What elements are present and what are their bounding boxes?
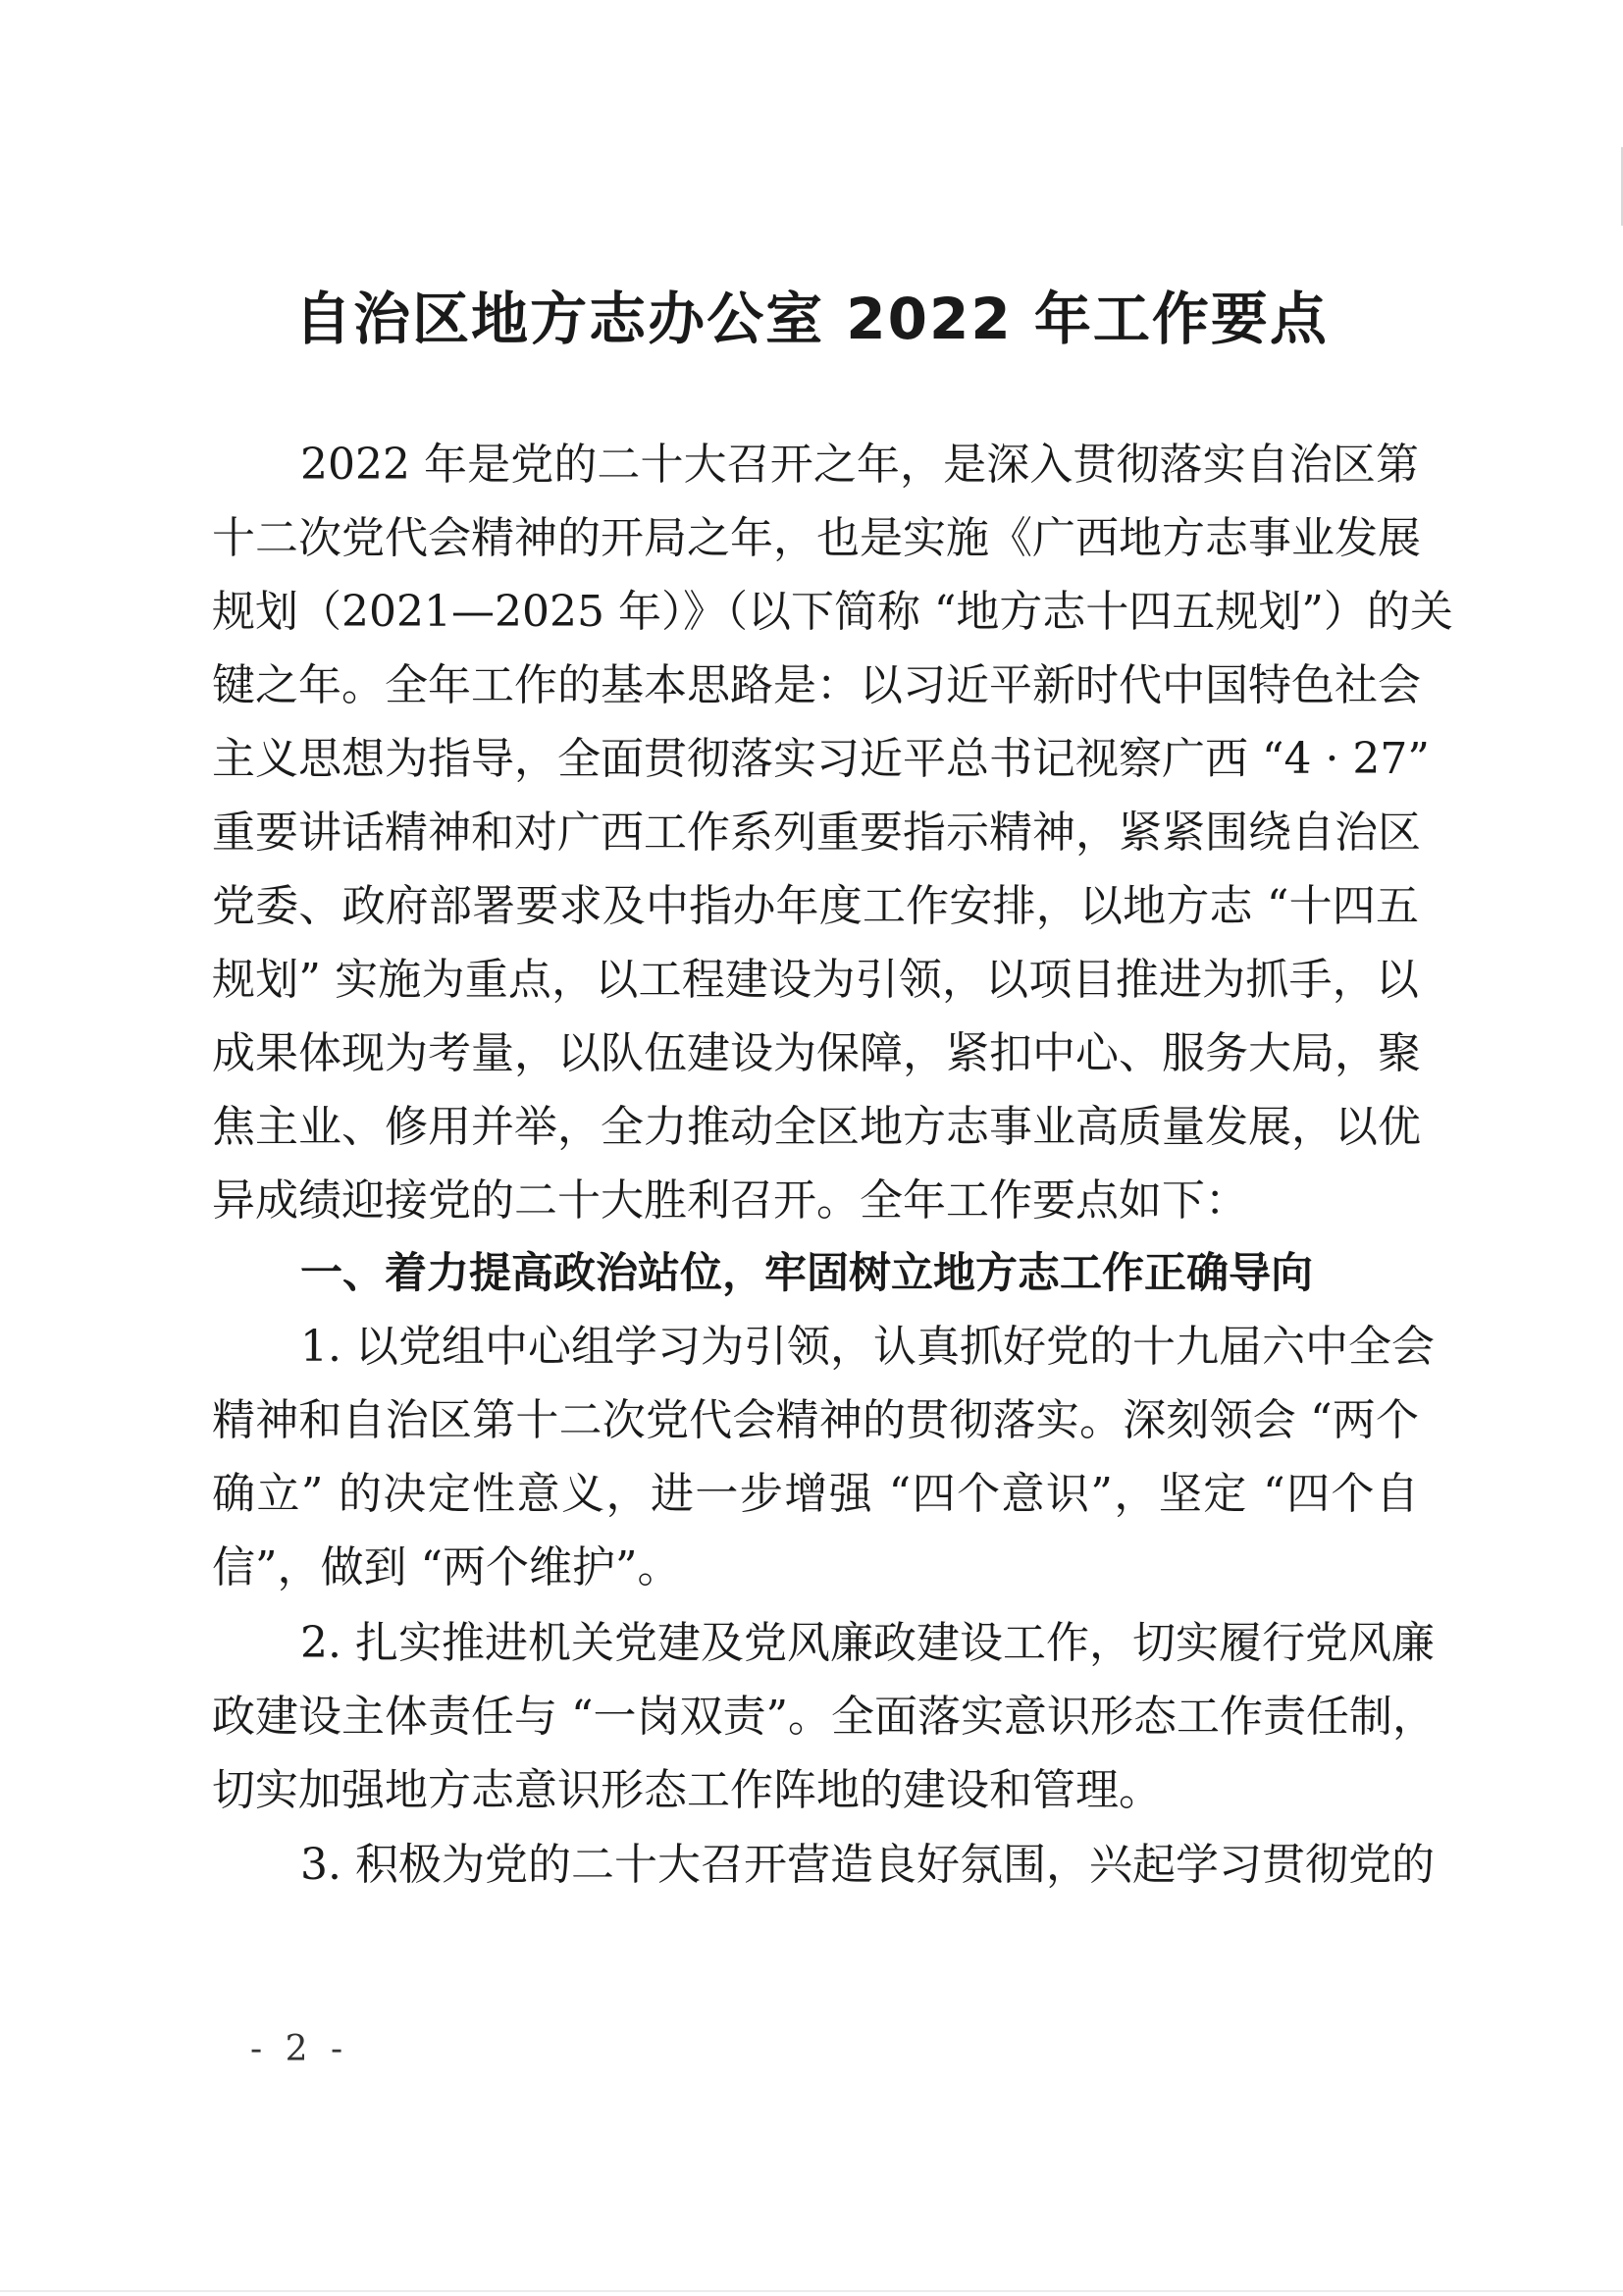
item-2-line: 2. 扎实推进机关党建及党风廉政建设工作，切实履行党风廉 — [300, 1618, 1435, 1668]
item-3-line: 3. 积极为党的二十大召开营造良好氛围，兴起学习贯彻党的 — [300, 1840, 1435, 1890]
item-1-line: 1. 以党组中心组学习为引领，认真抓好党的十九届六中全会 — [300, 1322, 1435, 1372]
item-1-line: 信”，做到 “两个维护”。 — [212, 1542, 681, 1592]
intro-line: 规划（2021—2025 年）》（以下简称 “地方志十四五规划”）的关 — [212, 587, 1453, 637]
section-heading: 一、着力提高政治站位，牢固树立地方志工作正确导向 — [300, 1249, 1313, 1298]
document-title: 自治区地方志办公室 2022 年工作要点 — [294, 286, 1329, 352]
intro-line: 异成绩迎接党的二十大胜利召开。全年工作要点如下： — [212, 1175, 1248, 1226]
scan-bottom-edge — [0, 2290, 1623, 2292]
page-number: - 2 - — [250, 2029, 349, 2069]
item-1-line: 精神和自治区第十二次党代会精神的贯彻落实。深刻领会 “两个 — [212, 1395, 1419, 1445]
intro-line: 主义思想为指导，全面贯彻落实习近平总书记视察广西 “4 · 27” — [212, 734, 1430, 784]
intro-line: 键之年。全年工作的基本思路是：以习近平新时代中国特色社会 — [212, 660, 1421, 710]
intro-line: 规划” 实施为重点，以工程建设为引领，以项目推进为抓手，以 — [212, 955, 1419, 1005]
item-2-line: 政建设主体责任与 “一岗双责”。全面落实意识形态工作责任制， — [212, 1692, 1436, 1742]
intro-line: 2022 年是党的二十大召开之年，是深入贯彻落实自治区第 — [300, 440, 1419, 490]
intro-line: 十二次党代会精神的开局之年，也是实施《广西地方志事业发展 — [212, 513, 1421, 563]
intro-line: 成果体现为考量，以队伍建设为保障，紧扣中心、服务大局，聚 — [212, 1028, 1421, 1078]
intro-line: 重要讲话精神和对广西工作系列重要指示精神，紧紧围绕自治区 — [212, 808, 1421, 858]
intro-line: 党委、政府部署要求及中指办年度工作安排，以地方志 “十四五 — [212, 881, 1419, 931]
item-1-line: 确立” 的决定性意义，进一步增强 “四个意识”，坚定 “四个自 — [212, 1469, 1419, 1519]
item-2-line: 切实加强地方志意识形态工作阵地的建设和管理。 — [212, 1765, 1162, 1815]
intro-line: 焦主业、修用并举，全力推动全区地方志事业高质量发展，以优 — [212, 1102, 1421, 1152]
